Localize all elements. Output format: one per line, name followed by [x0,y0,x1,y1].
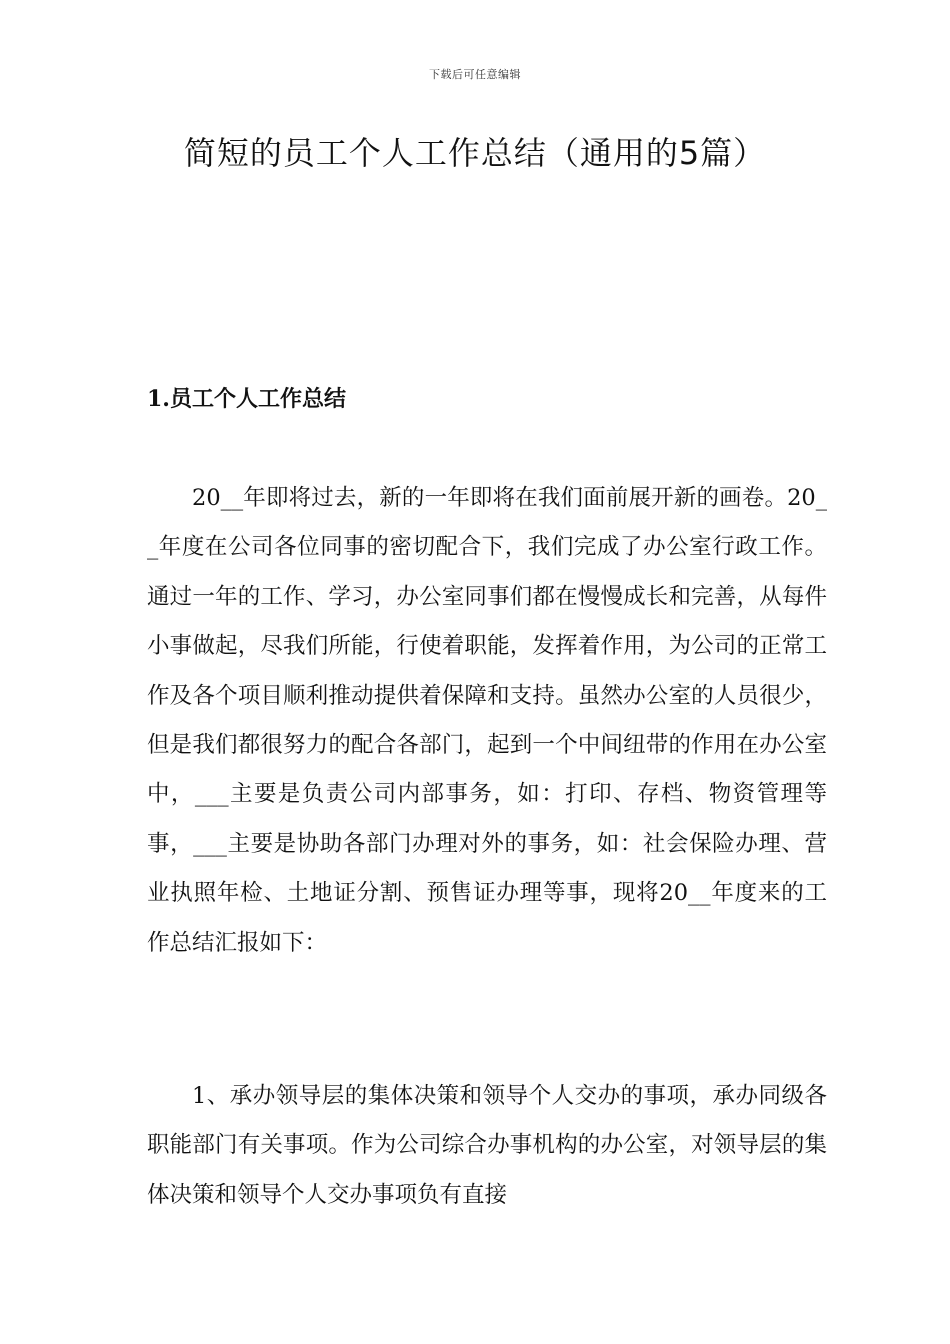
section-heading: 1.员工个人工作总结 [147,386,346,412]
body-paragraph: 1、承办领导层的集体决策和领导个人交办的事项，承办同级各职能部门有关事项。作为公司综合办事机构的办公室，对领导层的集体决策和领导个人交办事项负有直接 [147,1083,827,1208]
document-title: 简短的员工个人工作总结（通用的5篇） [183,134,767,172]
body-paragraph: 20__年即将过去，新的一年即将在我们面前展开新的画卷。20__年度在公司各位同事的密切配合下，我们完成了办公室行政工作。通过一年的工作、学习，办公室同事们都在慢慢成长和完善，从每件小事做起，尽我们所能，行使着职能，发挥着作用，为公司的正常工作及各个项目顺利推动提供着保障和支持。虽然办公室的人员很少，但是我们都很努力的配合各部门，起到一个中间纽带的作用在办公室中，___主要是负责公司内部事务，如：打印、存档、物资管理等事，___主要是协助各部门办理对外的事务，如：社会保险办理、营业执照年检、土地证分割、预售证办理等事，现将20__年度来的工作总结汇报如下： [147,485,827,956]
header-note: 下载后可任意编辑 [429,68,521,81]
